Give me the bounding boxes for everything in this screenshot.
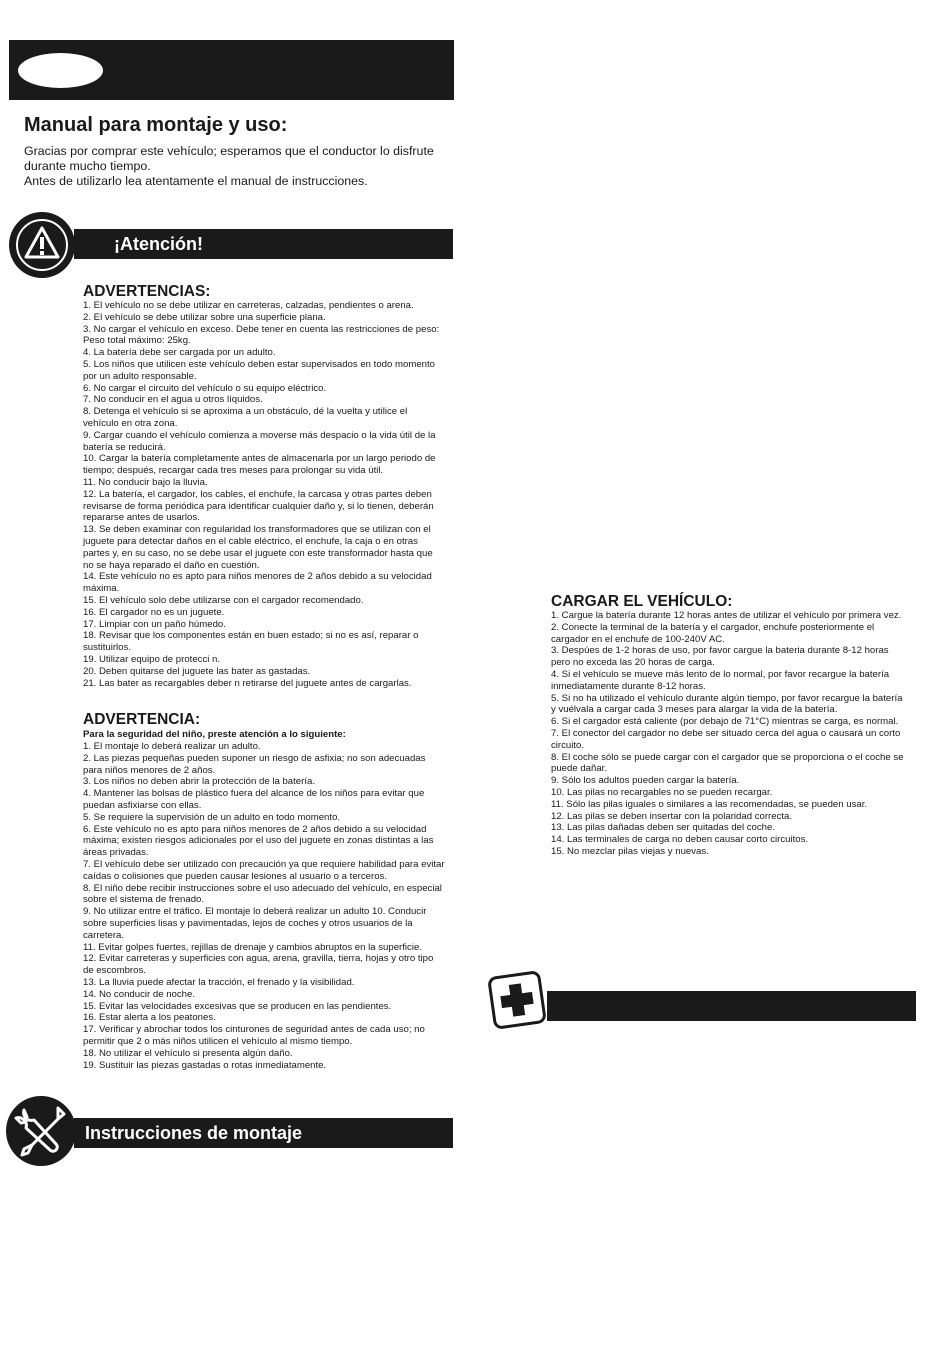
list-item: 7. El vehículo debe ser utilizado con precaución ya que requiere habilidad para evitar caídas o colisiones que pueden causar lesiones al usuario o a terceros. <box>83 858 445 882</box>
cargar-list <box>551 610 909 858</box>
list-item: 2. El vehículo se debe utilizar sobre una superficie plana. <box>83 311 326 323</box>
list-item: 15. El vehículo solo debe utilizarse con el cargador recomendado. <box>83 594 364 606</box>
list-item: 6. No cargar el circuito del vehículo o su equipo eléctrico. <box>83 382 327 394</box>
list-item: 20. Deben quitarse del juguete las bater as gastadas. <box>83 665 311 677</box>
list-item: 19. Utilizar equipo de protecci n. <box>83 653 221 665</box>
advertencias-heading: ADVERTENCIAS: <box>83 283 211 300</box>
list-item: 14. Este vehículo no es apto para niños menores de 2 años debido a su velocidad máxima. <box>83 571 432 595</box>
page-title: Manual para montaje y uso: <box>24 114 288 136</box>
list-item: 12. La batería, el cargador, los cables, el enchufe, la carcasa y otras partes deben revisarse de forma periódica para identificar cualquier daño y, si lo tienen, deberán repararse antes de usarlos. <box>83 488 434 524</box>
advertencias-list <box>83 300 445 689</box>
list-item: 18. Revisar que los componentes están en buen estado; si no es así, reparar o sustituirlos. <box>83 630 419 654</box>
first-aid-icon <box>487 969 547 1031</box>
language-badge <box>18 53 103 88</box>
list-item: 4. La batería debe ser cargada por un adulto. <box>83 347 276 359</box>
list-item: 12. Evitar carreteras y superficies con agua, arena, gravilla, tierra, hojas y otro tipo de escombros. <box>83 953 434 977</box>
list-item: 9. No utilizar entre el tráfico. El montaje lo deberá realizar un adulto 10. Conducir sobre superficies lisas y pavimentadas, lejos de coches y otros usuarios de la carretera. <box>83 906 427 941</box>
intro-text <box>24 144 454 189</box>
list-item: 1. Cargue la batería durante 12 horas antes de utilizar el vehículo por primera vez. <box>551 610 902 621</box>
list-item: 8. El coche sólo se puede cargar con el cargador que se proporciona o el coche se puede dañar. <box>551 751 904 775</box>
attention-banner: ¡Atención! <box>74 229 453 259</box>
list-item: 3. Los niños no deben abrir la protección de la batería. <box>83 776 316 788</box>
list-item: 5. Se requiere la supervisión de un adulto en todo momento. <box>83 811 341 823</box>
list-item: 6. Este vehículo no es apto para niños menores de 2 años debido a su velocidad máxima; existen riesgos adicionales por el uso del juguete en zonas distintas a las áreas privadas. <box>83 823 434 859</box>
list-item: 15. No mezclar pilas viejas y nuevas. <box>551 845 709 857</box>
list-item: 10. Cargar la batería completamente antes de almacenarla por un largo periodo de tiempo; después, recargar cada tres meses para prolongar su vida útil. <box>83 453 436 477</box>
list-item: 18. No utilizar el vehículo si presenta algún daño. <box>83 1047 293 1059</box>
list-item: 3. No cargar el vehículo en exceso. Debe tener en cuenta las restricciones de peso: Peso total máximo: 25kg. <box>83 323 440 347</box>
list-item: 4. Si el vehículo se mueve más lento de lo normal, por favor recargue la batería inmediatamente durante 8-12 horas. <box>551 668 890 692</box>
list-item: 4. Mantener las bolsas de plástico fuera del alcance de los niños para evitar que puedan asfixiarse con ellas. <box>83 788 425 811</box>
list-item: 8. Detenga el vehículo si se aproxima a un obstáculo, dé la vuelta y utilice el vehículo en otra zona. <box>83 406 408 429</box>
list-item: 8. El niño debe recibir instrucciones sobre el uso adecuado del vehículo, en especial sobre el sistema de frenado. <box>83 882 442 906</box>
list-item: 5. Los niños que utilicen este vehículo deben estar supervisados en todo momento por un adulto responsable. <box>83 358 435 382</box>
advertencia-heading: ADVERTENCIA: <box>83 711 201 728</box>
list-item: 10. Las pilas no recargables no se pueden recargar. <box>551 786 773 798</box>
list-item: 13. Se deben examinar con regularidad los transformadores que se utilizan con el juguete para detectar daños en el cable eléctrico, el enchufe, la caja o en otras partes y, en su caso, no se debe usar el juguete con este transformador hasta que no se haya reparado el daño en cuestión. <box>83 524 433 571</box>
list-item: 1. El vehículo no se debe utilizar en carreteras, calzadas, pendientes o arena. <box>83 300 414 311</box>
list-item: 7. El conector del cargador no debe ser situado cerca del agua o causará un corto circuito. <box>551 727 901 751</box>
intro-paragraph: Gracias por comprar este vehículo; esperamos que el conductor lo disfrute durante mucho tiempo. <box>24 144 434 173</box>
list-item: 21. Las bater as recargables deber n retirarse del juguete antes de cargarlas. <box>83 677 412 689</box>
list-item: 14. No conducir de noche. <box>83 988 196 1000</box>
list-item: 2. Las piezas pequeñas pueden suponer un riesgo de asfixia; no son adecuadas para niños menores de 2 años. <box>83 752 426 776</box>
first-aid-banner <box>547 991 916 1021</box>
list-item: 1. El montaje lo deberá realizar un adulto. <box>83 741 261 752</box>
list-item: 13. La lluvia puede afectar la tracción, el frenado y la visibilidad. <box>83 976 355 988</box>
list-item: 15. Evitar las velocidades excesivas que se producen en las pendientes. <box>83 1000 392 1012</box>
advertencia-subheading: Para la seguridad del niño, preste atención a lo siguiente: <box>83 729 346 740</box>
list-item: 17. Limpiar con un paño húmedo. <box>83 618 226 630</box>
warning-triangle-icon <box>9 212 75 278</box>
advertencia-list <box>83 741 445 1071</box>
wrench-screwdriver-icon <box>6 1096 76 1166</box>
list-item: 9. Cargar cuando el vehículo comienza a moverse más despacio o la vida útil de la batería se reducirá. <box>83 429 436 453</box>
list-item: 9. Sólo los adultos pueden cargar la batería. <box>551 775 740 787</box>
list-item: 11. No conducir bajo la lluvia. <box>83 476 208 488</box>
list-item: 17. Verificar y abrochar todos los cinturones de seguridad antes de cada uso; no permitir que 2 o más niños utilicen el vehículo al mismo tiempo. <box>83 1024 425 1047</box>
list-item: 3. Despúes de 1-2 horas de uso, por favor cargue la bateria durante 8-12 horas pero no exceda las 20 horas de carga. <box>551 645 889 669</box>
list-item: 11. Evitar golpes fuertes, rejillas de drenaje y cambios abruptos en la superficie. <box>83 941 422 953</box>
list-item: 19. Sustituir las piezas gastadas o rotas inmediatamente. <box>83 1059 327 1071</box>
list-item: 13. Las pilas dañadas deben ser quitadas del coche. <box>551 822 776 834</box>
list-item: 12. Las pilas se deben insertar con la polaridad correcta. <box>551 810 793 822</box>
list-item: 7. No conducir en el agua u otros líquidos. <box>83 394 263 406</box>
list-item: 5. Si no ha utilizado el vehículo durante algún tiempo, por favor recargue la batería y vuélvala a cargar cada 3 meses para alargar la vida de la batería. <box>551 692 903 716</box>
list-item: 2. Conecte la terminal de la batería y el cargador, enchufe posteriormente el cargador en el enchufe de 100-240V AC. <box>551 621 875 645</box>
list-item: 16. Estar alerta a los peatones. <box>83 1012 216 1024</box>
list-item: 14. Las terminales de carga no deben causar corto circuitos. <box>551 834 809 846</box>
intro-paragraph: Antes de utilizarlo lea atentamente el manual de instrucciones. <box>24 174 368 188</box>
list-item: 6. Si el cargador está caliente (por debajo de 71°C) mientras se carga, es normal. <box>551 716 899 728</box>
list-item: 16. El cargador no es un juguete. <box>83 606 225 618</box>
cargar-heading: CARGAR EL VEHÍCULO: <box>551 593 733 610</box>
list-item: 11. Sólo las pilas iguales o similares a las recomendadas, se pueden usar. <box>551 798 868 810</box>
assembly-banner: Instrucciones de montaje <box>74 1118 453 1148</box>
